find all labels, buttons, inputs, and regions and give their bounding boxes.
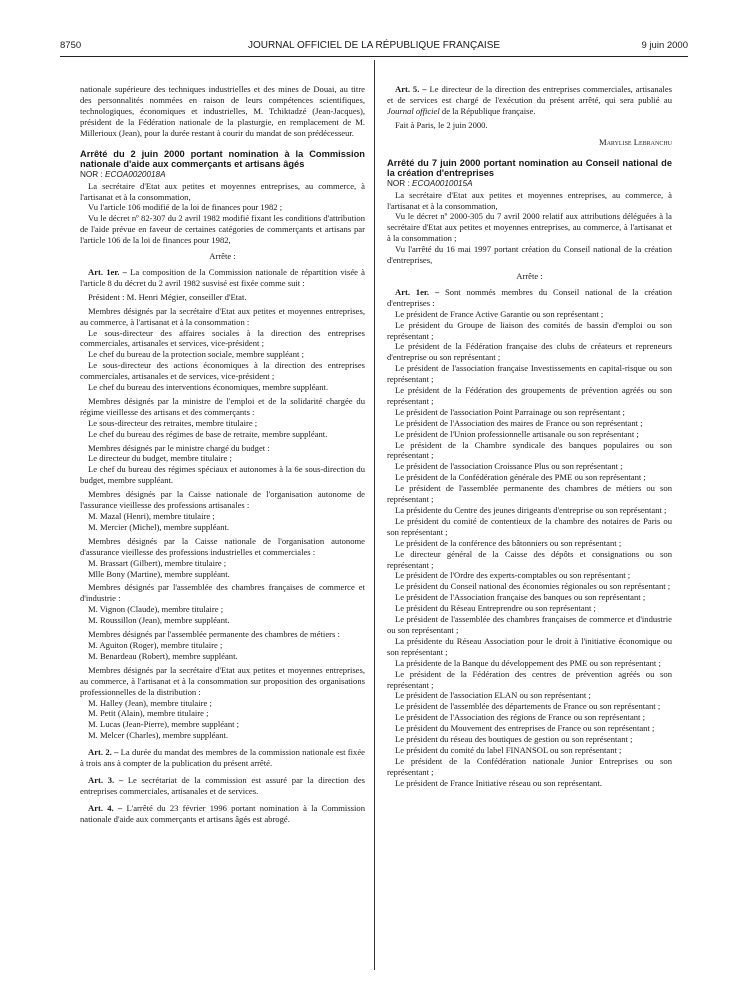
group-heading: Membres désignés par l'assemblée permanente des chambres de métiers : — [88, 629, 340, 640]
member-line: Le président du comité du label FINANSOL ou son représentant ; — [395, 744, 622, 755]
group-heading: Membres désignés par le ministre chargé du budget : — [88, 442, 270, 453]
member-line: Le président de l'Ordre des experts-comptables ou son représentant ; — [395, 570, 631, 581]
nor-code: ECOA0020018A — [105, 169, 166, 179]
member-line: Le président de la Confédération nationale Junior Entreprises ou son représentant ; — [387, 755, 672, 777]
member-line: Le président du Réseau Entreprendre ou son représentant ; — [395, 603, 596, 614]
member-line: Le président de l'assemblée permanente des chambres de métiers ou son représentant ; — [387, 483, 672, 505]
article-5 — [387, 84, 672, 117]
article-text: La durée du mandat des membres de la commission nationale est fixée à trois ans à compter de la publication du présent arrêté. — [80, 747, 365, 769]
group-heading: Membres désignés par la ministre de l'emploi et de la solidarité chargée du régime vieillesse des artisans et des commerçants : — [80, 395, 365, 417]
article-1 — [387, 287, 672, 309]
member-line: Le président de la Fédération des groupements de prévention agréés ou son représentant ; — [387, 385, 672, 406]
header-rule — [60, 56, 688, 57]
member-list — [387, 309, 672, 789]
article-text: La composition de la Commission nationale de répartition visée à l'article 8 du décret du 2 avril 1982 susvisé est fixée comme suit : — [80, 266, 365, 288]
issue-date: 9 juin 2000 — [641, 40, 688, 51]
group-heading: Membres désignés par la Caisse nationale de l'organisation autonome de l'assurance vieillesse des professions artisanales : — [80, 489, 365, 511]
article-1 — [80, 267, 365, 289]
member-line: Le chef du bureau des régimes spéciaux et autonomes à la 6e sous-direction du budget, membre suppléant. — [80, 464, 365, 486]
member-line: Le président de l'association Point Parrainage ou son représentant ; — [395, 406, 625, 417]
member-line: La présidente de la Banque du développement des PME ou son représentant ; — [395, 657, 661, 668]
member-line: M. Melcer (Charles), membre suppléant. — [88, 730, 229, 741]
member-line: M. Mercier (Michel), membre suppléant. — [88, 521, 230, 532]
page-header — [60, 40, 688, 54]
article-2 — [80, 747, 365, 769]
member-line: Le président de l'Association française des banques ou son représentant ; — [395, 592, 646, 603]
member-line: Le chef du bureau des régimes de base de retraite, membre suppléant. — [88, 428, 328, 439]
member-line: Le sous-directeur des actions économiques à la direction des entreprises commerciales, artisanales et de services, vice-président ; — [80, 360, 365, 382]
nor-label: NOR : — [80, 169, 103, 179]
member-line: Le président du comité de contentieux de la chambre des notaires de Paris ou son représentant ; — [387, 515, 672, 537]
member-line: Le président de l'association ELAN ou son représentant ; — [395, 690, 591, 701]
nor-code: ECOA0010015A — [412, 178, 473, 188]
page-number: 8750 — [60, 40, 82, 51]
article-label: Art. 1er. – — [88, 266, 127, 277]
member-line: M. Aguiton (Roger), membre titulaire ; — [88, 639, 223, 650]
visa-paragraph: La secrétaire d'Etat aux petites et moyennes entreprises, au commerce, à l'artisanat et à la consommation, — [387, 189, 672, 211]
group-heading: Membres désignés par la secrétaire d'Etat aux petites et moyennes entreprises, au commerce, à l'artisanat et à la consommation sur proposition des organisations professionnelles de la distribution : — [80, 664, 365, 697]
member-line: M. Mazal (Henri), membre titulaire ; — [88, 511, 215, 521]
journal-title: JOURNAL OFFICIEL DE LA RÉPUBLIQUE FRANÇAISE — [247, 40, 501, 51]
article-label: Art. 2. – — [88, 747, 119, 758]
visa-paragraph: La secrétaire d'Etat aux petites et moyennes entreprises, au commerce, à l'artisanat et à la consommation, — [80, 180, 365, 202]
member-line: M. Petit (Alain), membre titulaire ; — [88, 708, 209, 719]
member-line: Le président de l'assemblée des départements de France ou son représentant ; — [395, 701, 661, 712]
visa-paragraph: Vu le décret nº 82-307 du 2 avril 1982 modifié fixant les conditions d'attribution de l'aide prévue en faveur de certaines catégories de commerçants et artisans par l'article 106 de la loi de finances pour 1982, — [80, 213, 365, 246]
member-line: M. Benardeau (Robert), membre suppléant. — [88, 650, 238, 661]
article-label: Art. 3. – — [88, 774, 124, 785]
group-heading: Membres désignés par l'assemblée des chambres françaises de commerce et d'industrie : — [80, 582, 365, 604]
group-heading: Membres désignés par la Caisse nationale de l'organisation autonome d'assurance vieillesse des professions industrielles et commerciales : — [80, 535, 365, 557]
member-line: Le directeur du budget, membre titulaire ; — [88, 453, 232, 464]
article-text: de la République française. — [439, 105, 536, 116]
member-line: Le président de l'Association des maires de France ou son représentant ; — [395, 417, 643, 428]
journal-name: Journal officiel — [387, 105, 440, 116]
member-line: Le président de France Initiative réseau ou son représentant. — [395, 777, 602, 788]
member-line: Le président du réseau des boutiques de gestion ou son représentant ; — [395, 734, 633, 745]
member-line: Le chef du bureau de la protection sociale, membre suppléant ; — [88, 349, 304, 360]
member-line: Le président de France Active Garantie ou son représentant ; — [395, 308, 604, 319]
decree-title: Arrêté du 2 juin 2000 portant nomination à la Commission nationale d'aide aux commerçants et artisans âgés — [80, 148, 365, 170]
column-divider — [374, 60, 375, 970]
place-date: Fait à Paris, le 2 juin 2000. — [395, 119, 488, 130]
member-line: M. Vignon (Claude), membre titulaire ; — [88, 604, 224, 615]
intro-paragraph: nationale supérieure des techniques industrielles et des mines de Douai, au titre des personnalités nommées en raison de leurs compétences scientifiques, technologiques, économiques et industrielles, M. Tchiktadzé (Jean-Jacques), président de la Fédération nationale de la plasturgie, en remplacement de M. Millerioux (Jean), pour la durée restant à courir du mandat de son prédécesseur. — [80, 84, 365, 138]
nor-reference — [387, 179, 672, 190]
member-line: La présidente du Réseau Association pour le droit à l'initiative économique ou son représentant ; — [387, 635, 672, 657]
member-line: Le président de la conférence des bâtonniers ou son représentant ; — [395, 537, 622, 548]
right-column — [387, 84, 672, 789]
member-line: Le président de la Chambre syndicale des banques populaires ou son représentant ; — [387, 439, 672, 461]
nor-label: NOR : — [387, 178, 410, 188]
member-line: Le président de l'association Croissance Plus ou son représentant ; — [395, 461, 623, 472]
president-line: Président : M. Henri Mégier, conseiller d'Etat. — [88, 291, 247, 302]
article-label: Art. 5. – — [395, 84, 427, 94]
visa-paragraph: Vu l'arrêté du 16 mai 1997 portant création du Conseil national de la création d'entreprises, — [387, 244, 672, 266]
signature: Marylise Lebranchu — [598, 136, 672, 147]
arrete-heading: Arrête : — [516, 270, 543, 281]
member-line: Le sous-directeur des retraites, membre titulaire ; — [88, 417, 258, 428]
visa-paragraph: Vu le décret nº 2000-305 du 7 avril 2000 relatif aux attributions déléguées à la secrétaire d'Etat aux petites et moyennes entreprises, au commerce, à l'artisanat et à la consommation ; — [387, 211, 672, 244]
article-text: Le secrétariat de la commission est assuré par la direction des entreprises commerciales, artisanales et de services. — [80, 774, 365, 796]
member-line: Le président de l'Union professionnelle artisanale ou son représentant ; — [395, 428, 639, 439]
decree-title: Arrêté du 7 juin 2000 portant nomination au Conseil national de la création d'entreprises — [387, 157, 672, 179]
member-line: La présidente du Centre des jeunes dirigeants d'entreprise ou son représentant ; — [395, 505, 667, 515]
left-column — [80, 84, 365, 825]
member-line: Le directeur général de la Caisse des dépôts et consignations ou son représentant ; — [387, 548, 672, 570]
member-line: Le président de l'assemblée des chambres françaises de commerce et d'industrie ou son représentant ; — [387, 614, 672, 635]
member-line: Le président du Groupe de liaison des comités de bassin d'emploi ou son représentant ; — [387, 319, 672, 341]
arrete-heading: Arrête : — [209, 251, 236, 262]
member-line: Le chef du bureau des interventions économiques, membre suppléant. — [88, 382, 329, 393]
article-3 — [80, 775, 365, 797]
article-label: Art. 1er. – — [395, 286, 440, 297]
visa-paragraph: Vu l'article 106 modifié de la loi de finances pour 1982 ; — [88, 202, 283, 213]
member-line: M. Halley (Jean), membre titulaire ; — [88, 697, 212, 708]
group-heading: Membres désignés par la secrétaire d'Etat aux petites et moyennes entreprises, au commerce, à l'artisanat et à la consommation : — [80, 305, 365, 327]
member-line: Le président de l'association française Investissements en capital-risque ou son représentant ; — [387, 363, 672, 385]
member-line: Le président du Mouvement des entreprises de France ou son représentant ; — [395, 723, 655, 734]
nor-reference — [80, 170, 365, 181]
member-line: Le président du Conseil national des économies régionales ou son représentant ; — [395, 581, 671, 592]
member-line: M. Lucas (Jean-Pierre), membre suppléant ; — [88, 719, 240, 730]
member-line: Le président de la Fédération des centres de prévention agréés ou son représentant ; — [387, 668, 672, 690]
member-line: M. Roussillon (Jean), membre suppléant. — [88, 615, 230, 626]
article-text: L'arrêté du 23 février 1996 portant nomination à la Commission nationale d'aide aux commerçants et artisans âgés est abrogé. — [80, 802, 365, 824]
member-line: Le président de l'Association des régions de France ou son représentant ; — [395, 712, 645, 723]
article-text: Le directeur de la direction des entreprises commerciales, artisanales et de services est chargé de l'exécution du présent arrêté, qui sera publié au — [387, 84, 672, 105]
article-label: Art. 4. – — [88, 802, 123, 813]
member-line: Le sous-directeur des affaires sociales à la direction des entreprises commerciales, artisanales et services, vice-président ; — [80, 327, 365, 349]
member-line: Le président de la Fédération française des clubs de créateurs et repreneurs d'entreprise ou son représentant ; — [387, 341, 672, 363]
member-line: Le président de la Confédération générale des PME ou son représentant ; — [395, 472, 646, 483]
member-line: M. Brassart (Gilbert), membre titulaire ; — [88, 557, 227, 568]
article-text: Sont nommés membres du Conseil national de la création d'entreprises : — [387, 286, 672, 308]
member-line: Mlle Bony (Martine), membre suppléant. — [88, 568, 230, 579]
article-4 — [80, 803, 365, 825]
